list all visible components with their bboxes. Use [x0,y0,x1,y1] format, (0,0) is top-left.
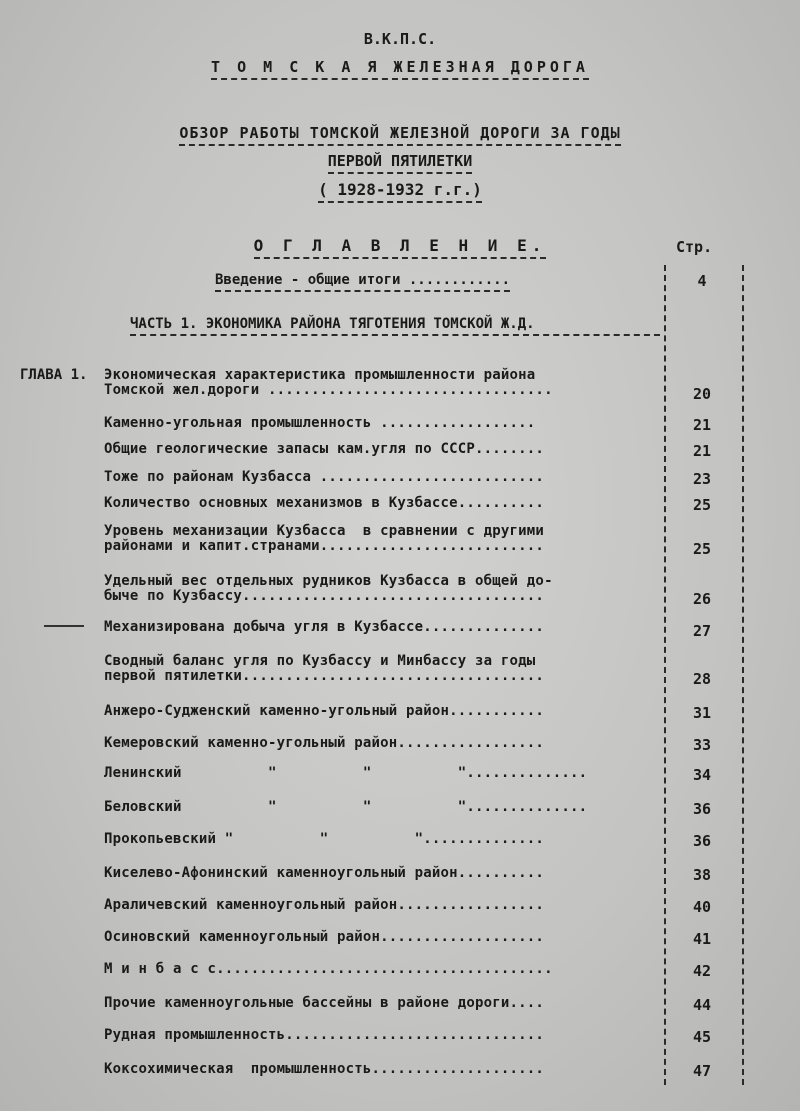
toc-entry-page: 42 [692,962,712,980]
toc-entry-page: 41 [692,930,712,948]
toc-entry-page: 20 [692,385,712,403]
toc-intro-page: 4 [697,272,707,290]
toc-entry-page: 25 [692,496,712,514]
doc-years-text: ( 1928-1932 г.г.) [318,180,482,203]
toc-entry-label: Киселево-Афонинский каменноугольный район.......... [104,865,545,881]
toc-entry-label: Осиновский каменноугольный район................... [104,929,545,945]
toc-entry-page: 34 [692,766,712,784]
toc-entry-label: Ленинский " " ".............. [104,765,588,781]
toc-entry-page: 44 [692,996,712,1014]
toc-entry-page: 36 [692,800,712,818]
toc-entry-label: Коксохимическая промышленность.................... [104,1061,545,1077]
toc-entry-label: Прочие каменноугольные бассейны в районе дороги.... [104,995,545,1011]
toc-entry-label: Удельный вес отдельных рудников Кузбасса в общей до- быче по Кузбассу................................... [104,573,553,604]
toc-entry-label: Прокопьевский " " ".............. [104,831,545,847]
toc-entry-label: Анжеро-Судженский каменно-угольный район........... [104,703,545,719]
right-border [742,265,744,1085]
toc-entry-label: Уровень механизации Кузбасса в сравнении с другими районами и капит.странами.......................... [104,523,545,554]
doc-years [0,180,800,199]
toc-entry-label: М и н б а с с....................................... [104,961,553,977]
toc-entry-page: 23 [692,470,712,488]
toc-entry-page: 45 [692,1028,712,1046]
toc-entry-label: Сводный баланс угля по Кузбассу и Минбассу за годы первой пятилетки................................... [104,653,545,684]
road-name-text: Т О М С К А Я ЖЕЛЕЗНАЯ ДОРОГА [211,58,589,80]
doc-title-line1 [0,124,800,142]
toc-entry-page: 31 [692,704,712,722]
toc-entry-page: 27 [692,622,712,640]
toc-entry-label: Каменно-угольная промышленность .................. [104,415,536,431]
toc-entry-label: Беловский " " ".............. [104,799,588,815]
toc-entry-page: 26 [692,590,712,608]
toc-entry-label: Кемеровский каменно-угольный район................. [104,735,545,751]
toc-entry-page: 40 [692,898,712,916]
toc-entry-page: 21 [692,416,712,434]
margin-mark [44,625,84,627]
column-divider [664,265,666,1085]
toc-entry-label: Общие геологические запасы кам.угля по СССР........ [104,441,545,457]
toc-entry-page: 38 [692,866,712,884]
toc-entry-label: Количество основных механизмов в Кузбассе.......... [104,495,545,511]
toc-entry-page: 21 [692,442,712,460]
page-column-header: Стр. [676,238,713,256]
toc-entry-page: 25 [692,540,712,558]
doc-title-line2 [0,152,800,170]
toc-entry-page: 47 [692,1062,712,1080]
toc-entry-page: 36 [692,832,712,850]
toc-entry-label: Экономическая характеристика промышленности района Томской жел.дороги ................................. [104,367,553,398]
toc-intro-label [215,272,510,288]
org-name: В.К.П.С. [363,30,437,48]
toc-chapter-label: ГЛАВА 1. [20,367,88,383]
road-name [0,58,800,76]
toc-entry-label: Рудная промышленность.............................. [104,1027,545,1043]
doc-title-line1-text: ОБЗОР РАБОТЫ ТОМСКОЙ ЖЕЛЕЗНОЙ ДОРОГИ ЗА ГОДЫ [179,124,620,146]
toc-entry-page: 33 [692,736,712,754]
toc-entry-label: Тоже по районам Кузбасса .......................... [104,469,545,485]
toc-entry-label: Механизирована добыча угля в Кузбассе.............. [104,619,545,635]
toc-entry-page: 28 [692,670,712,688]
doc-title-line2-text: ПЕРВОЙ ПЯТИЛЕТКИ [328,152,473,174]
toc-intro-text: Введение - общие итоги ............ [215,272,510,292]
toc-part-title: ЧАСТЬ 1. ЭКОНОМИКА РАЙОНА ТЯГОТЕНИЯ ТОМСКОЙ Ж.Д. [130,316,660,336]
toc-entry-label: Араличевский каменноугольный район................. [104,897,545,913]
toc-heading-text: О Г Л А В Л Е Н И Е. [254,236,547,259]
